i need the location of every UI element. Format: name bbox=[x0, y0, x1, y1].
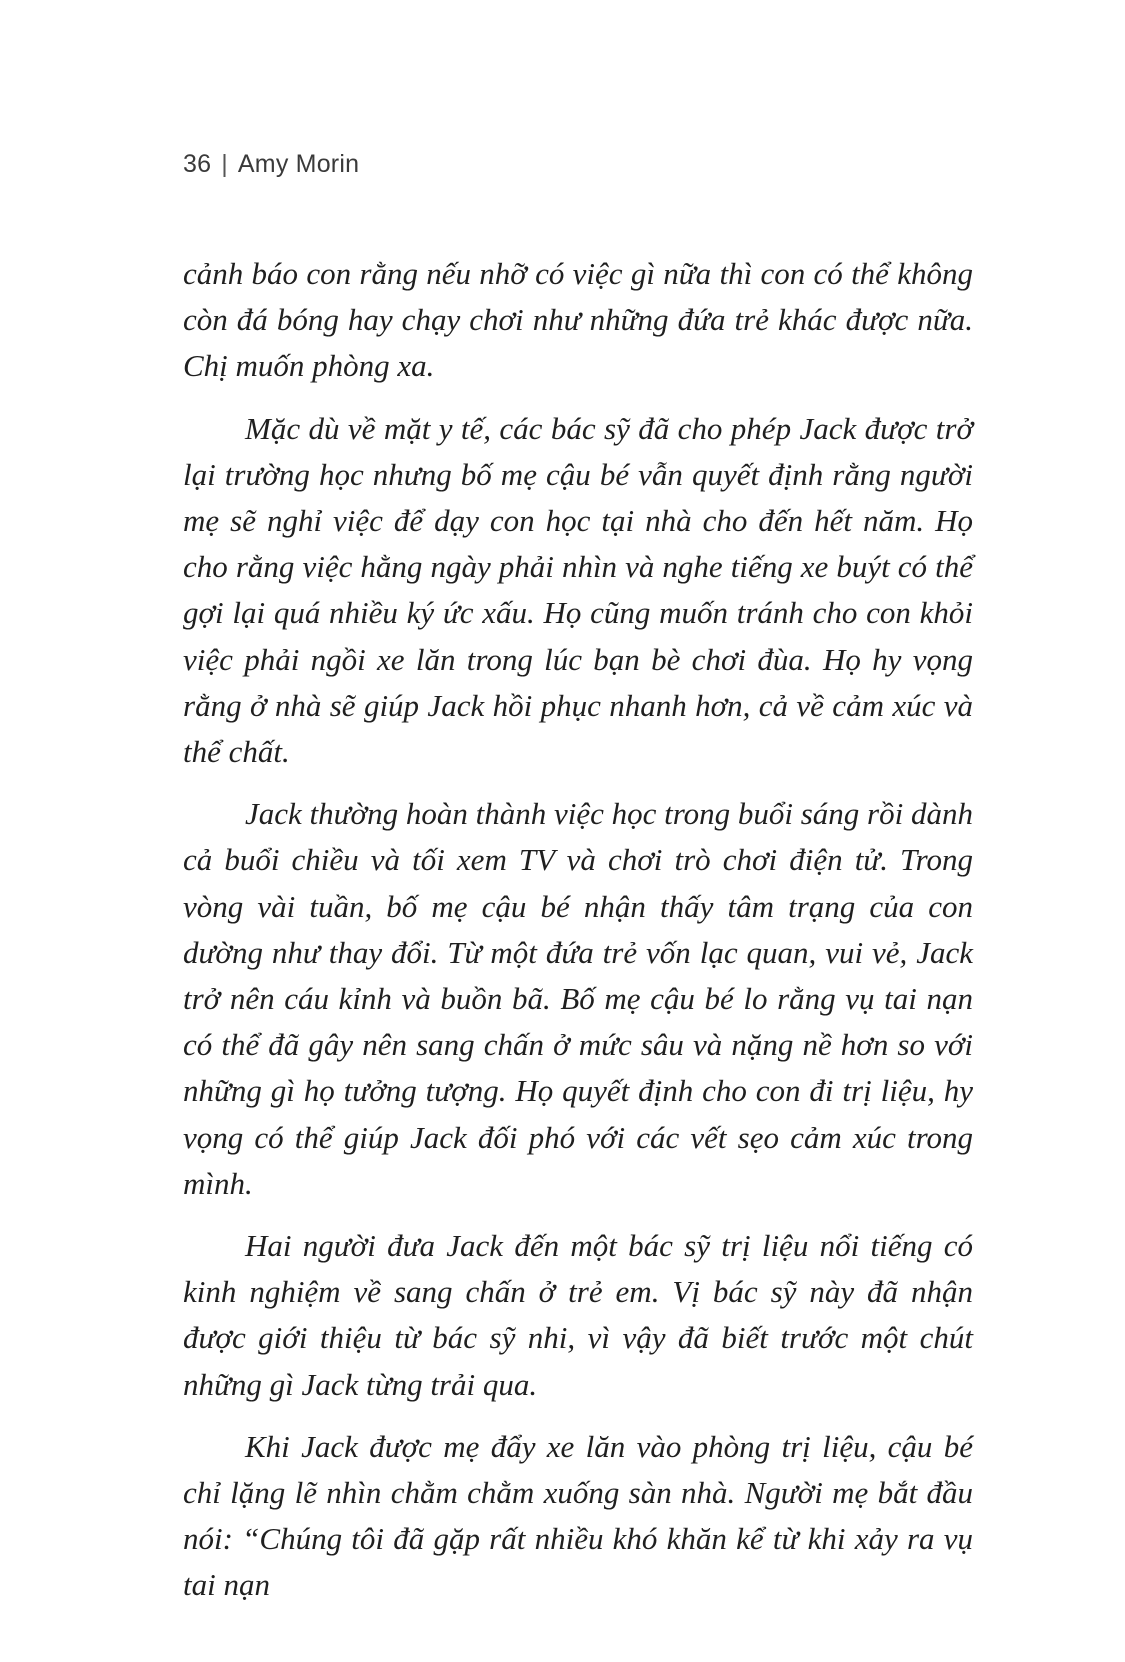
paragraph: Jack thường hoàn thành việc học trong buổi sáng rồi dành cả buổi chiều và tối xem TV và chơi trò chơi điện tử. Trong vòng vài tuần, bố mẹ cậu bé nhận thấy tâm trạng của con dường như thay đổi. Từ một đứa trẻ vốn lạc quan, vui vẻ, Jack trở nên cáu kỉnh và buồn bã. Bố mẹ cậu bé lo rằng vụ tai nạn có thể đã gây nên sang chấn ở mức sâu và nặng nề hơn so với những gì họ tưởng tượng. Họ quyết định cho con đi trị liệu, hy vọng có thể giúp Jack đối phó với các vết sẹo cảm xúc trong mình. bbox=[183, 796, 973, 1201]
body-text bbox=[183, 251, 973, 1625]
paragraph-continued: cảnh báo con rằng nếu nhỡ có việc gì nữa thì con có thể không còn đá bóng hay chạy chơi như những đứa trẻ khác được nữa. Chị muốn phòng xa. bbox=[183, 256, 973, 384]
author-name: Amy Morin bbox=[237, 150, 360, 178]
paragraph: Hai người đưa Jack đến một bác sỹ trị liệu nổi tiếng có kinh nghiệm về sang chấn ở trẻ em. Vị bác sỹ này đã nhận được giới thiệu từ bác sỹ nhi, vì vậy đã biết trước một chút những gì Jack từng trải qua. bbox=[183, 1228, 973, 1402]
paragraph: Khi Jack được mẹ đẩy xe lăn vào phòng trị liệu, cậu bé chỉ lặng lẽ nhìn chằm chằm xuống sàn nhà. Người mẹ bắt đầu nói: “Chúng tôi đã gặp rất nhiều khó khăn kể từ khi xảy ra vụ tai nạn bbox=[183, 1428, 973, 1603]
running-head bbox=[183, 150, 359, 179]
paragraph: Mặc dù về mặt y tế, các bác sỹ đã cho phép Jack được trở lại trường học nhưng bố mẹ cậu bé vẫn quyết định rằng người mẹ sẽ nghỉ việc để dạy con học tại nhà cho đến hết năm. Họ cho rằng việc hằng ngày phải nhìn và nghe tiếng xe buýt có thể gợi lại quá nhiều ký ức xấu. Họ cũng muốn tránh cho con khỏi việc phải ngồi xe lăn trong lúc bạn bè chơi đùa. Họ hy vọng rằng ở nhà sẽ giúp Jack hồi phục nhanh hơn, cả về cảm xúc và thể chất. bbox=[183, 410, 973, 770]
header-separator: | bbox=[221, 150, 228, 178]
page-number: 36 bbox=[183, 150, 212, 178]
